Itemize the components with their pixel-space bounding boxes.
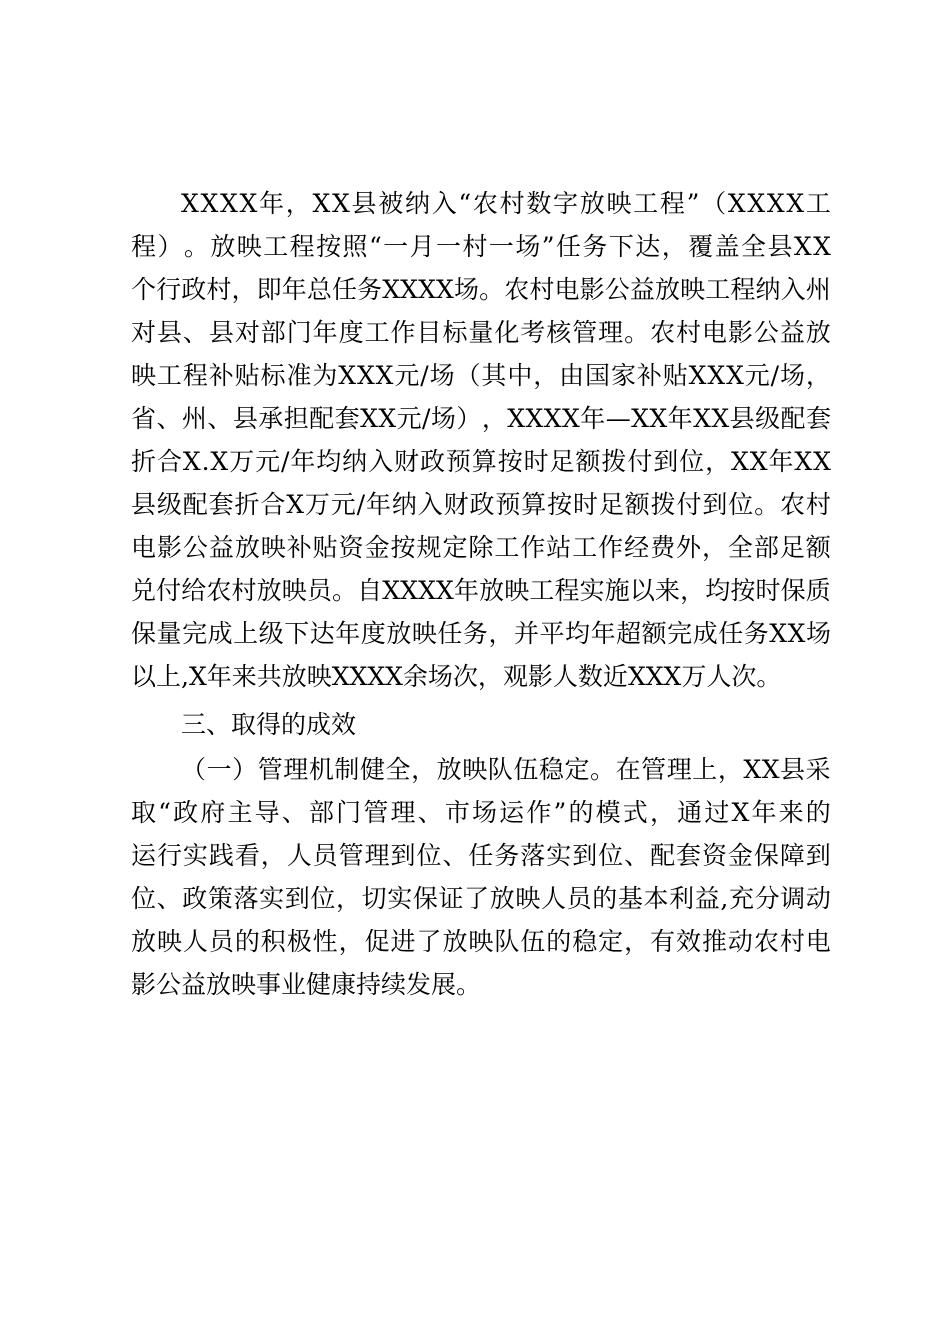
section-heading: 三、取得的成效 bbox=[181, 710, 357, 739]
text-line: 放 映 人 员 的 积 极 性 ， 促 进 了 放 映 队 伍 的 稳 定 ， 有 效 推 动 农 村 电 bbox=[131, 927, 831, 956]
text-line: 以上,X年来共放映XXXX余场次，观影人数近XXX万人次。 bbox=[131, 662, 782, 691]
text-line: 程 ） 。 放 映 工 程 按 照 “ 一 月 一 村 一 场 ” 任 务 下 达 ， 覆 盖 全 县 X X bbox=[131, 232, 831, 261]
text-line: 保 量 完 成 上 级 下 达 年 度 放 映 任 务 ， 并 平 均 年 超 额 完 成 任 务 X X 场 bbox=[131, 619, 831, 648]
text-line: 映 工 程 补 贴 标 准 为 X X X 元 / 场 （ 其 中 ， 由 国 家 补 贴 X X X 元 / 场 ， bbox=[131, 361, 831, 390]
text-line: 县 级 配 套 折 合 X 万 元 / 年 纳 入 财 政 预 算 按 时 足 额 拨 付 到 位 。 农 村 bbox=[131, 490, 831, 519]
text-line: X X X X 年 ， X X 县 被 纳 入 “ 农 村 数 字 放 映 工 程 ” （ X X X X 工 bbox=[181, 189, 831, 218]
text-line: 个 行 政 村 ， 即 年 总 任 务 X X X X 场 。 农 村 电 影 公 益 放 映 工 程 纳 入 州 bbox=[131, 275, 831, 304]
paragraph-funding bbox=[131, 182, 831, 698]
text-line: 运 行 实 践 看 ， 人 员 管 理 到 位 、 任 务 落 实 到 位 、 配 套 资 金 保 障 到 bbox=[131, 841, 831, 870]
text-line: 取 “ 政 府 主 导 、 部 门 管 理 、 市 场 运 作 ” 的 模 式 ， 通 过 X 年 来 的 bbox=[131, 798, 831, 827]
text-line: 影公益放映事业健康持续发展。 bbox=[131, 970, 482, 999]
text-line: 电 影 公 益 放 映 补 贴 资 金 按 规 定 除 工 作 站 工 作 经 费 外 ， 全 部 足 额 bbox=[131, 533, 831, 562]
text-line: 折 合 X . X 万 元 / 年 均 纳 入 财 政 预 算 按 时 足 额 拨 付 到 位 ， X X 年 X X bbox=[131, 447, 831, 476]
text-line: 位 、 政 策 落 实 到 位 ， 切 实 保 证 了 放 映 人 员 的 基 本 利 益 , 充 分 调 动 bbox=[131, 884, 831, 913]
text-line: 省 、 州 、 县 承 担 配 套 X X 元 / 场 ） ， X X X X 年 — X X 年 X X 县 级 配 套 bbox=[131, 404, 831, 433]
text-line: （ 一 ） 管 理 机 制 健 全 ， 放 映 队 伍 稳 定 。 在 管 理 上 ， X X 县 采 bbox=[181, 755, 831, 784]
paragraph-management bbox=[131, 748, 831, 1006]
text-line: 兑 付 给 农 村 放 映 员 。 自 X X X X 年 放 映 工 程 实 施 以 来 ， 均 按 时 保 质 bbox=[131, 576, 831, 605]
document-body bbox=[131, 182, 831, 1006]
text-line: 对 县 、 县 对 部 门 年 度 工 作 目 标 量 化 考 核 管 理 。 农 村 电 影 公 益 放 bbox=[131, 318, 831, 347]
